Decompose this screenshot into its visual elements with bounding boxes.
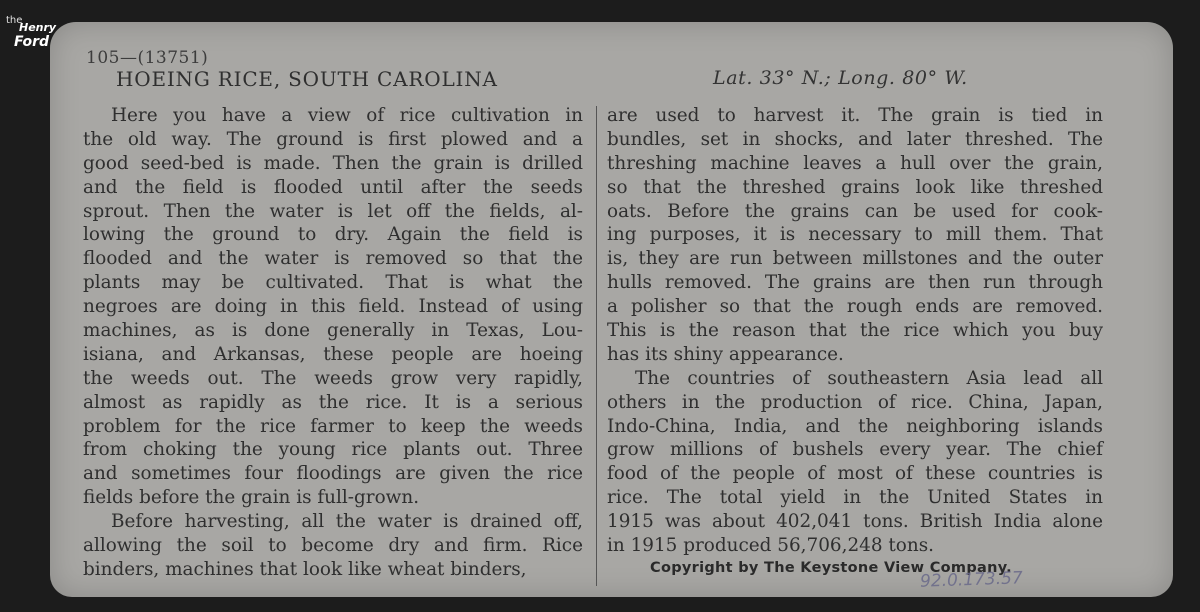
text-line: food of the people of most of these countries is — [607, 463, 1103, 485]
text-line: allowing the soil to become dry and firm. Rice — [83, 535, 583, 557]
text-line: rice. The total yield in the United States in — [607, 487, 1103, 509]
logo-the: the — [6, 15, 23, 26]
handwritten-accession-number: 92.0.173.57 — [919, 568, 1024, 592]
column-divider — [596, 106, 597, 586]
text-line: grow millions of bushels every year. The chief — [607, 439, 1103, 461]
text-line: the old way. The ground is first plowed and a — [83, 128, 583, 150]
logo-ford: Ford — [14, 34, 50, 50]
text-line: from choking the young rice plants out. Three — [83, 439, 583, 461]
text-line: hulls removed. The grains are then run through — [607, 272, 1103, 294]
text-line: oats. Before the grains can be used for cook- — [607, 200, 1103, 222]
text-line: are used to harvest it. The grain is tied in — [607, 105, 1103, 126]
text-line: others in the production of rice. China, Japan, — [607, 391, 1103, 413]
logo-henry: Henry — [19, 21, 57, 34]
card-number: 105—(13751) — [86, 48, 209, 68]
text-line: sprout. Then the water is let off the fields, al- — [83, 200, 583, 222]
text-line: Here you have a view of rice cultivation in — [111, 105, 583, 126]
text-line: 1915 was about 402,041 tons. British India alone — [607, 511, 1103, 533]
text-line: flooded and the water is removed so that the — [83, 248, 583, 270]
text-line: The countries of southeastern Asia lead all — [635, 367, 1103, 389]
henry-ford-logo — [4, 14, 57, 54]
left-text-column — [83, 104, 583, 582]
stereoview-card-back — [50, 22, 1173, 597]
text-line: plants may be cultivated. That is what the — [83, 272, 583, 294]
text-line: negroes are doing in this field. Instead of using — [83, 296, 583, 318]
text-line: good seed-bed is made. Then the grain is drilled — [83, 152, 583, 174]
text-line: the weeds out. The weeds grow very rapidly, — [83, 367, 583, 389]
text-line: Indo-China, India, and the neighboring islands — [607, 415, 1103, 437]
text-line: almost as rapidly as the rice. It is a serious — [83, 391, 583, 413]
text-line: has its shiny appearance. — [607, 343, 844, 365]
text-line: Before harvesting, all the water is drained off, — [111, 511, 583, 533]
text-line: and the field is flooded until after the seeds — [83, 176, 583, 198]
copyright-notice: Copyright by The Keystone View Company. — [650, 560, 1012, 576]
text-line: lowing the ground to dry. Again the field is — [83, 224, 583, 246]
text-line: binders, machines that look like wheat binders, — [83, 558, 527, 580]
text-line: so that the threshed grains look like threshed — [607, 176, 1103, 198]
text-line: threshing machine leaves a hull over the grain, — [607, 152, 1103, 174]
text-line: bundles, set in shocks, and later threshed. The — [607, 128, 1103, 150]
text-line: and sometimes four floodings are given the rice — [83, 463, 583, 485]
text-line: a polisher so that the rough ends are removed. — [607, 296, 1103, 318]
text-line: fields before the grain is full-grown. — [83, 487, 420, 509]
text-line: problem for the rice farmer to keep the weeds — [83, 415, 583, 437]
text-line: ing purposes, it is necessary to mill them. That — [607, 224, 1103, 246]
right-text-column — [607, 104, 1103, 558]
text-line: This is the reason that the rice which you buy — [607, 320, 1103, 342]
text-line: machines, as is done generally in Texas, Lou- — [83, 320, 583, 342]
text-line: isiana, and Arkansas, these people are hoeing — [83, 343, 583, 365]
card-coordinates: Lat. 33° N.; Long. 80° W. — [713, 67, 968, 89]
card-title: HOEING RICE, SOUTH CAROLINA — [116, 67, 498, 91]
text-line: in 1915 produced 56,706,248 tons. — [607, 535, 935, 557]
text-line: is, they are run between millstones and the outer — [607, 248, 1103, 270]
